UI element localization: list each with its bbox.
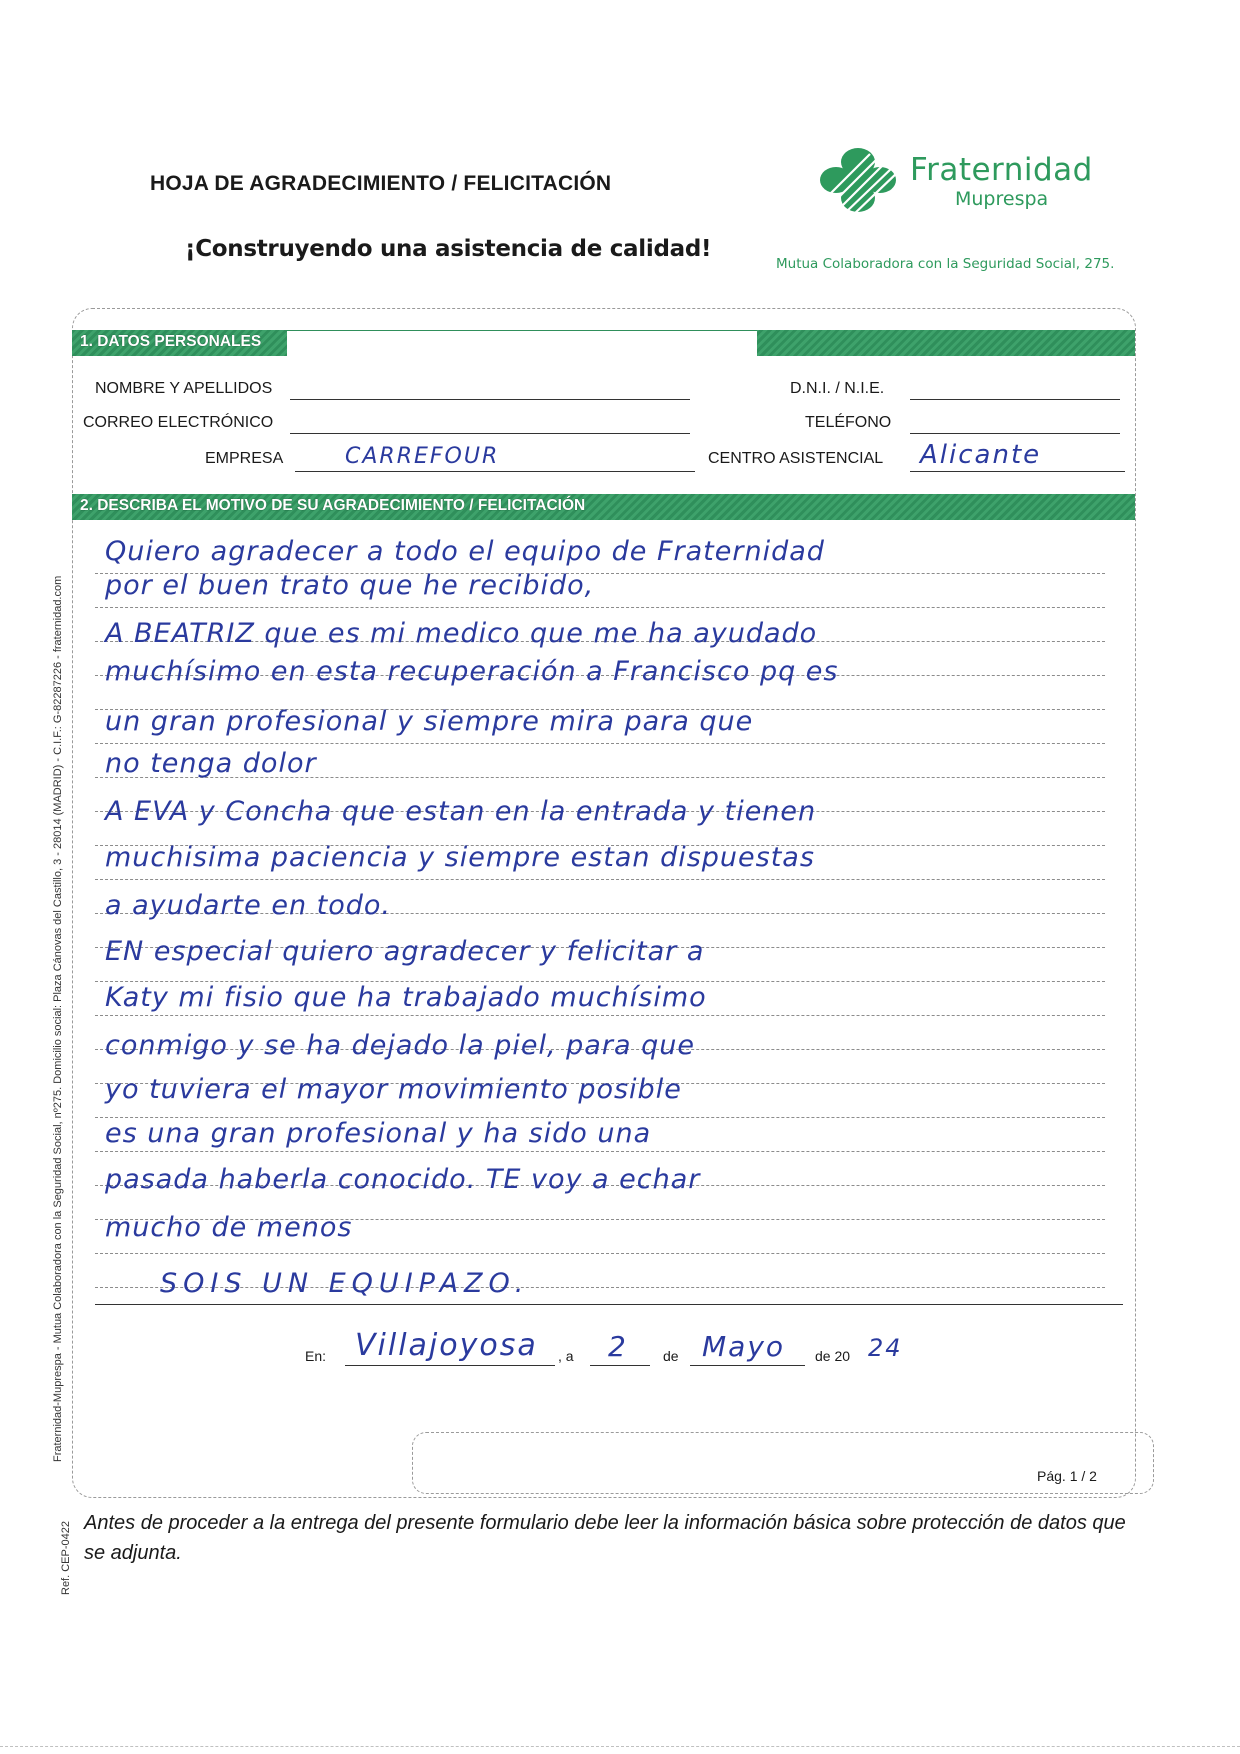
date-day-value: 2 <box>608 1330 628 1363</box>
motive-line-13: yo tuviera el mayor movimiento posible <box>105 1074 682 1105</box>
motive-line-8: muchisima paciencia y siempre estan dispuestas <box>105 842 815 873</box>
correo-field[interactable] <box>290 432 690 434</box>
dni-field[interactable] <box>910 398 1120 400</box>
motive-line-6: no tenga dolor <box>105 748 317 779</box>
form-subtitle: ¡Construyendo una asistencia de calidad! <box>185 236 712 262</box>
bottom-divider <box>0 1746 1240 1747</box>
date-day-field[interactable] <box>590 1364 650 1366</box>
motive-line-4: muchísimo en esta recuperación a Francisco pq es <box>105 656 839 687</box>
date-year-label: de 20 <box>815 1348 851 1364</box>
motive-line-11: Katy mi fisio que ha trabajado muchísimo <box>105 982 707 1013</box>
empresa-value: CARREFOUR <box>345 444 500 469</box>
nombre-field[interactable] <box>290 398 690 400</box>
date-month-field[interactable] <box>690 1364 805 1366</box>
date-place-value: Villajoyosa <box>355 1328 538 1363</box>
motive-line-16: mucho de menos <box>105 1212 353 1243</box>
section-motive-header <box>72 494 1135 520</box>
page-number: Pág. 1 / 2 <box>1037 1468 1097 1484</box>
centro-value: Alicante <box>920 440 1042 470</box>
motive-line-9: a ayudarte en todo. <box>105 890 391 921</box>
empresa-label: EMPRESA <box>205 450 284 467</box>
motive-line-2: por el buen trato que he recibido, <box>105 570 595 601</box>
legal-side-text: Fraternidad-Muprespa - Mutua Colaboradora con la Seguridad Social, nº275. Domicilio social: Plaza Cánovas del Castillo, 3 - 28014 (MADRID) - C.I.F.: G-82287226 - fraternidad.com <box>52 575 64 1462</box>
reference-code: Ref. CEP-0422 <box>60 1521 72 1595</box>
nombre-label: NOMBRE Y APELLIDOS <box>95 380 273 397</box>
telefono-field[interactable] <box>910 432 1120 434</box>
date-place-field[interactable] <box>345 1364 555 1366</box>
brand-tagline: Mutua Colaboradora con la Seguridad Social, 275. <box>776 256 1115 272</box>
date-en-label: En: <box>305 1348 327 1364</box>
empresa-field[interactable] <box>295 470 695 472</box>
date-de-label: de <box>663 1348 679 1364</box>
brand-name: Fraternidad <box>910 152 1093 188</box>
section-motive-title: 2. DESCRIBA EL MOTIVO DE SU AGRADECIMIENTO / FELICITACIÓN <box>80 497 586 514</box>
motive-line-3: A BEATRIZ que es mi medico que me ha ayudado <box>105 618 818 649</box>
date-month-value: Mayo <box>702 1330 786 1363</box>
signature-box <box>412 1432 1154 1494</box>
motive-line-15: pasada haberla conocido. TE voy a echar <box>105 1164 701 1195</box>
form-title: HOJA DE AGRADECIMIENTO / FELICITACIÓN <box>150 172 612 195</box>
centro-field[interactable] <box>910 470 1125 472</box>
dni-label: D.N.I. / N.I.E. <box>790 380 885 397</box>
motive-line-10: EN especial quiero agradecer y felicitar a <box>105 936 705 967</box>
centro-label: CENTRO ASISTENCIAL <box>708 450 884 467</box>
motive-line-5: un gran profesional y siempre mira para que <box>105 706 754 737</box>
brand-subname: Muprespa <box>955 188 1049 210</box>
motive-line-14: es una gran profesional y ha sido una <box>105 1118 652 1149</box>
fraternidad-logo-icon <box>808 146 908 216</box>
telefono-label: TELÉFONO <box>805 414 892 431</box>
motive-line-7: A EVA y Concha que estan en la entrada y tienen <box>105 796 817 827</box>
section-personal-data-title: 1. DATOS PERSONALES <box>80 333 262 350</box>
motive-line-1: Quiero agradecer a todo el equipo de Fraternidad <box>105 536 825 567</box>
motive-line-18: SOIS UN EQUIPAZO. <box>160 1268 530 1299</box>
correo-label: CORREO ELECTRÓNICO <box>83 414 274 431</box>
date-year-value: 24 <box>868 1334 903 1362</box>
motive-line-12: conmigo y se ha dejado la piel, para que <box>105 1030 695 1061</box>
date-a-label: , a <box>558 1348 574 1364</box>
privacy-note: Antes de proceder a la entrega del presente formulario debe leer la información básica sobre protección de datos que se adjunta. <box>84 1512 1126 1564</box>
section-personal-data-header <box>72 330 1135 356</box>
